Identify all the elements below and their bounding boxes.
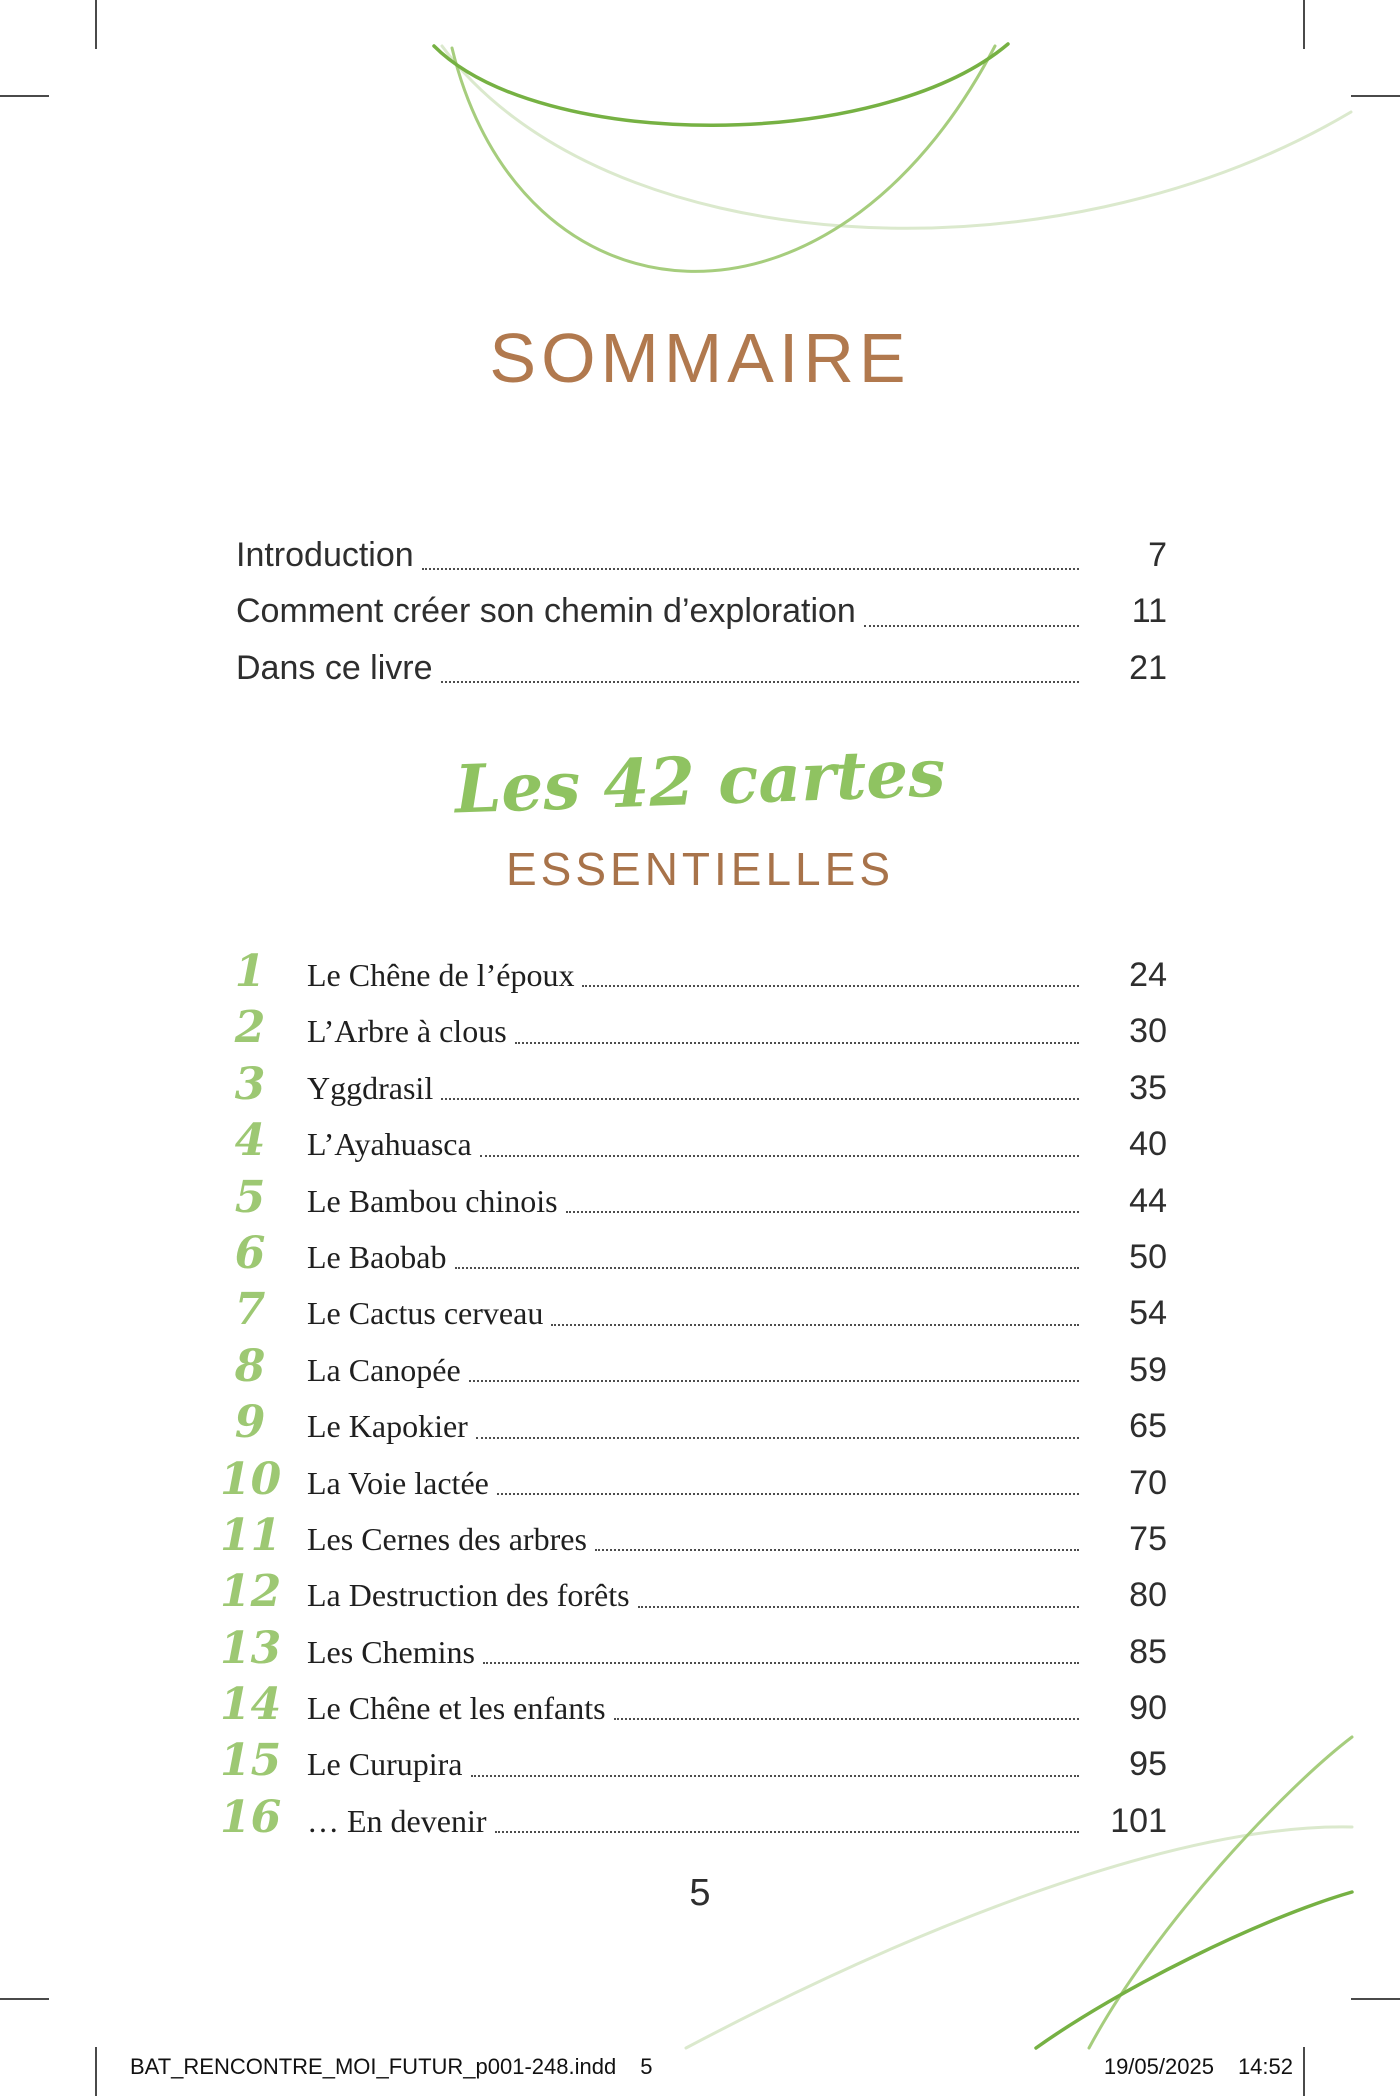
crop-mark-top-right-vertical — [1303, 0, 1305, 49]
toc-page-number: 80 — [1129, 1576, 1167, 1615]
toc-leader-dots — [595, 1549, 1079, 1551]
crop-mark-bottom-right-vertical — [1303, 2047, 1305, 2096]
entry-number: 13 — [220, 1622, 282, 1674]
toc-leader-dots — [476, 1437, 1079, 1439]
toc-page-number: 65 — [1129, 1407, 1167, 1446]
entry-title: La Destruction des forêts — [307, 1577, 630, 1614]
toc-leader-dots — [864, 625, 1079, 627]
entry-number: 4 — [234, 1115, 266, 1167]
crop-mark-bottom-right-horizontal — [1351, 1998, 1400, 2000]
card-entry-row — [220, 1226, 1167, 1282]
toc-page-number: 90 — [1129, 1689, 1167, 1728]
toc-page-number: 54 — [1129, 1294, 1167, 1333]
entry-number: 8 — [234, 1340, 266, 1392]
entry-title: Yggdrasil — [307, 1069, 434, 1106]
toc-page-number: 70 — [1129, 1463, 1167, 1502]
toc-page-number: 50 — [1129, 1237, 1167, 1276]
entry-number: 10 — [220, 1453, 282, 1505]
card-entry-row — [220, 1733, 1167, 1789]
toc-leader-dots — [614, 1718, 1079, 1720]
entry-number: 14 — [220, 1679, 282, 1731]
toc-label: Comment créer son chemin d’exploration — [236, 592, 856, 631]
crop-mark-top-right-horizontal — [1351, 95, 1400, 97]
toc-leader-dots — [551, 1324, 1079, 1326]
card-entry-row — [220, 1282, 1167, 1338]
section-script-title: Les 42 cartes — [453, 733, 947, 829]
toc-leader-dots — [422, 568, 1079, 570]
toc-leader-dots — [566, 1211, 1079, 1213]
entry-number: 2 — [234, 1002, 266, 1054]
slug-time: 14:52 — [1237, 2054, 1293, 2079]
entry-title: Le Chêne de l’époux — [307, 957, 575, 993]
intro-toc — [236, 527, 1167, 696]
entry-title: Le Kapokier — [307, 1408, 468, 1445]
toc-row — [236, 640, 1167, 696]
entry-title: L’Arbre à clous — [307, 1013, 507, 1050]
toc-leader-dots — [495, 1831, 1080, 1833]
entry-number: 11 — [220, 1509, 282, 1561]
toc-leader-dots — [497, 1493, 1079, 1495]
slug-date: 19/05/2025 — [1103, 2054, 1214, 2079]
entry-number: 5 — [234, 1171, 266, 1223]
slug-left — [130, 2054, 652, 2080]
toc-page-number: 40 — [1129, 1125, 1167, 1164]
card-entry-row — [220, 1395, 1167, 1451]
entry-number: 15 — [220, 1735, 282, 1787]
top-curve-medium-deep-u — [452, 46, 995, 271]
entry-title: La Voie lactée — [307, 1464, 489, 1501]
bottom-curve-dark — [1036, 1892, 1352, 2048]
card-entry-row — [220, 1508, 1167, 1564]
entry-title: Les Chemins — [307, 1633, 475, 1670]
entry-number: 6 — [234, 1227, 266, 1279]
toc-page-number: 44 — [1129, 1181, 1167, 1220]
top-curve-pale — [442, 46, 1351, 228]
top-curve-dark-shallow-u — [434, 44, 1008, 125]
toc-leader-dots — [469, 1380, 1079, 1382]
section-subtitle: ESSENTIELLES — [505, 843, 895, 895]
entry-title: Le Baobab — [307, 1238, 447, 1275]
entry-number: 7 — [234, 1284, 266, 1336]
entry-number: 3 — [234, 1058, 266, 1110]
toc-label: Introduction — [236, 536, 414, 574]
entry-number: 16 — [220, 1791, 282, 1843]
card-entry-row — [220, 1170, 1167, 1226]
toc-leader-dots — [471, 1775, 1080, 1777]
toc-leader-dots — [483, 1662, 1079, 1664]
crop-mark-bottom-left-vertical — [95, 2047, 97, 2096]
slug-right — [1104, 2054, 1293, 2080]
card-entry-row — [220, 1621, 1167, 1677]
crop-mark-bottom-left-horizontal — [0, 1998, 49, 2000]
entry-number: 1 — [234, 946, 266, 997]
toc-leader-dots — [582, 985, 1079, 987]
toc-leader-dots — [515, 1042, 1079, 1044]
card-entry-row — [220, 1000, 1167, 1056]
bottom-curve-pale-arc — [686, 1827, 1352, 2048]
card-entry-row — [220, 1677, 1167, 1733]
slug-filename: BAT_RENCONTRE_MOI_FUTUR_p001-248.indd — [130, 2054, 617, 2079]
toc-page-number: 24 — [1129, 956, 1167, 994]
card-entry-row — [220, 1452, 1167, 1508]
toc-leader-dots — [441, 1098, 1079, 1100]
card-entry-row — [220, 1113, 1167, 1169]
toc-page-number: 101 — [1110, 1801, 1167, 1840]
entry-title: … En devenir — [307, 1802, 487, 1839]
cards-toc — [220, 944, 1167, 1846]
entry-number: 9 — [234, 1397, 266, 1449]
toc-label: Dans ce livre — [236, 648, 433, 687]
toc-row — [236, 583, 1167, 639]
toc-page-number: 59 — [1129, 1350, 1167, 1389]
toc-page-number: 30 — [1129, 1012, 1167, 1051]
toc-page-number: 7 — [1148, 536, 1167, 574]
toc-page-number: 35 — [1129, 1068, 1167, 1107]
card-entry-row — [220, 944, 1167, 1000]
card-entry-row — [220, 1564, 1167, 1620]
toc-leader-dots — [638, 1606, 1079, 1608]
toc-page-number: 11 — [1131, 592, 1167, 631]
folio-page-number: 5 — [689, 1872, 711, 1914]
card-entry-row — [220, 1339, 1167, 1395]
entry-title: Le Curupira — [307, 1746, 463, 1783]
toc-leader-dots — [455, 1267, 1080, 1269]
entry-title: Le Bambou chinois — [307, 1182, 558, 1219]
toc-page-number: 21 — [1129, 648, 1167, 687]
toc-leader-dots — [441, 681, 1079, 683]
entry-title: Les Cernes des arbres — [307, 1520, 587, 1557]
entry-number: 12 — [220, 1566, 282, 1618]
crop-mark-top-left-horizontal — [0, 95, 49, 97]
toc-page-number: 75 — [1129, 1519, 1167, 1558]
toc-leader-dots — [480, 1155, 1079, 1157]
page-title: SOMMAIRE — [489, 319, 911, 397]
toc-page-number: 85 — [1129, 1632, 1167, 1671]
card-entry-row — [220, 1057, 1167, 1113]
toc-row — [236, 527, 1167, 583]
toc-page-number: 95 — [1129, 1745, 1167, 1784]
entry-title: Le Chêne et les enfants — [307, 1690, 606, 1727]
crop-mark-top-left-vertical — [95, 0, 97, 49]
entry-title: La Canopée — [307, 1351, 461, 1388]
entry-title: L’Ayahuasca — [307, 1126, 472, 1163]
slug-page: 5 — [640, 2054, 653, 2079]
entry-title: Le Cactus cerveau — [307, 1295, 544, 1332]
card-entry-row — [220, 1790, 1167, 1846]
